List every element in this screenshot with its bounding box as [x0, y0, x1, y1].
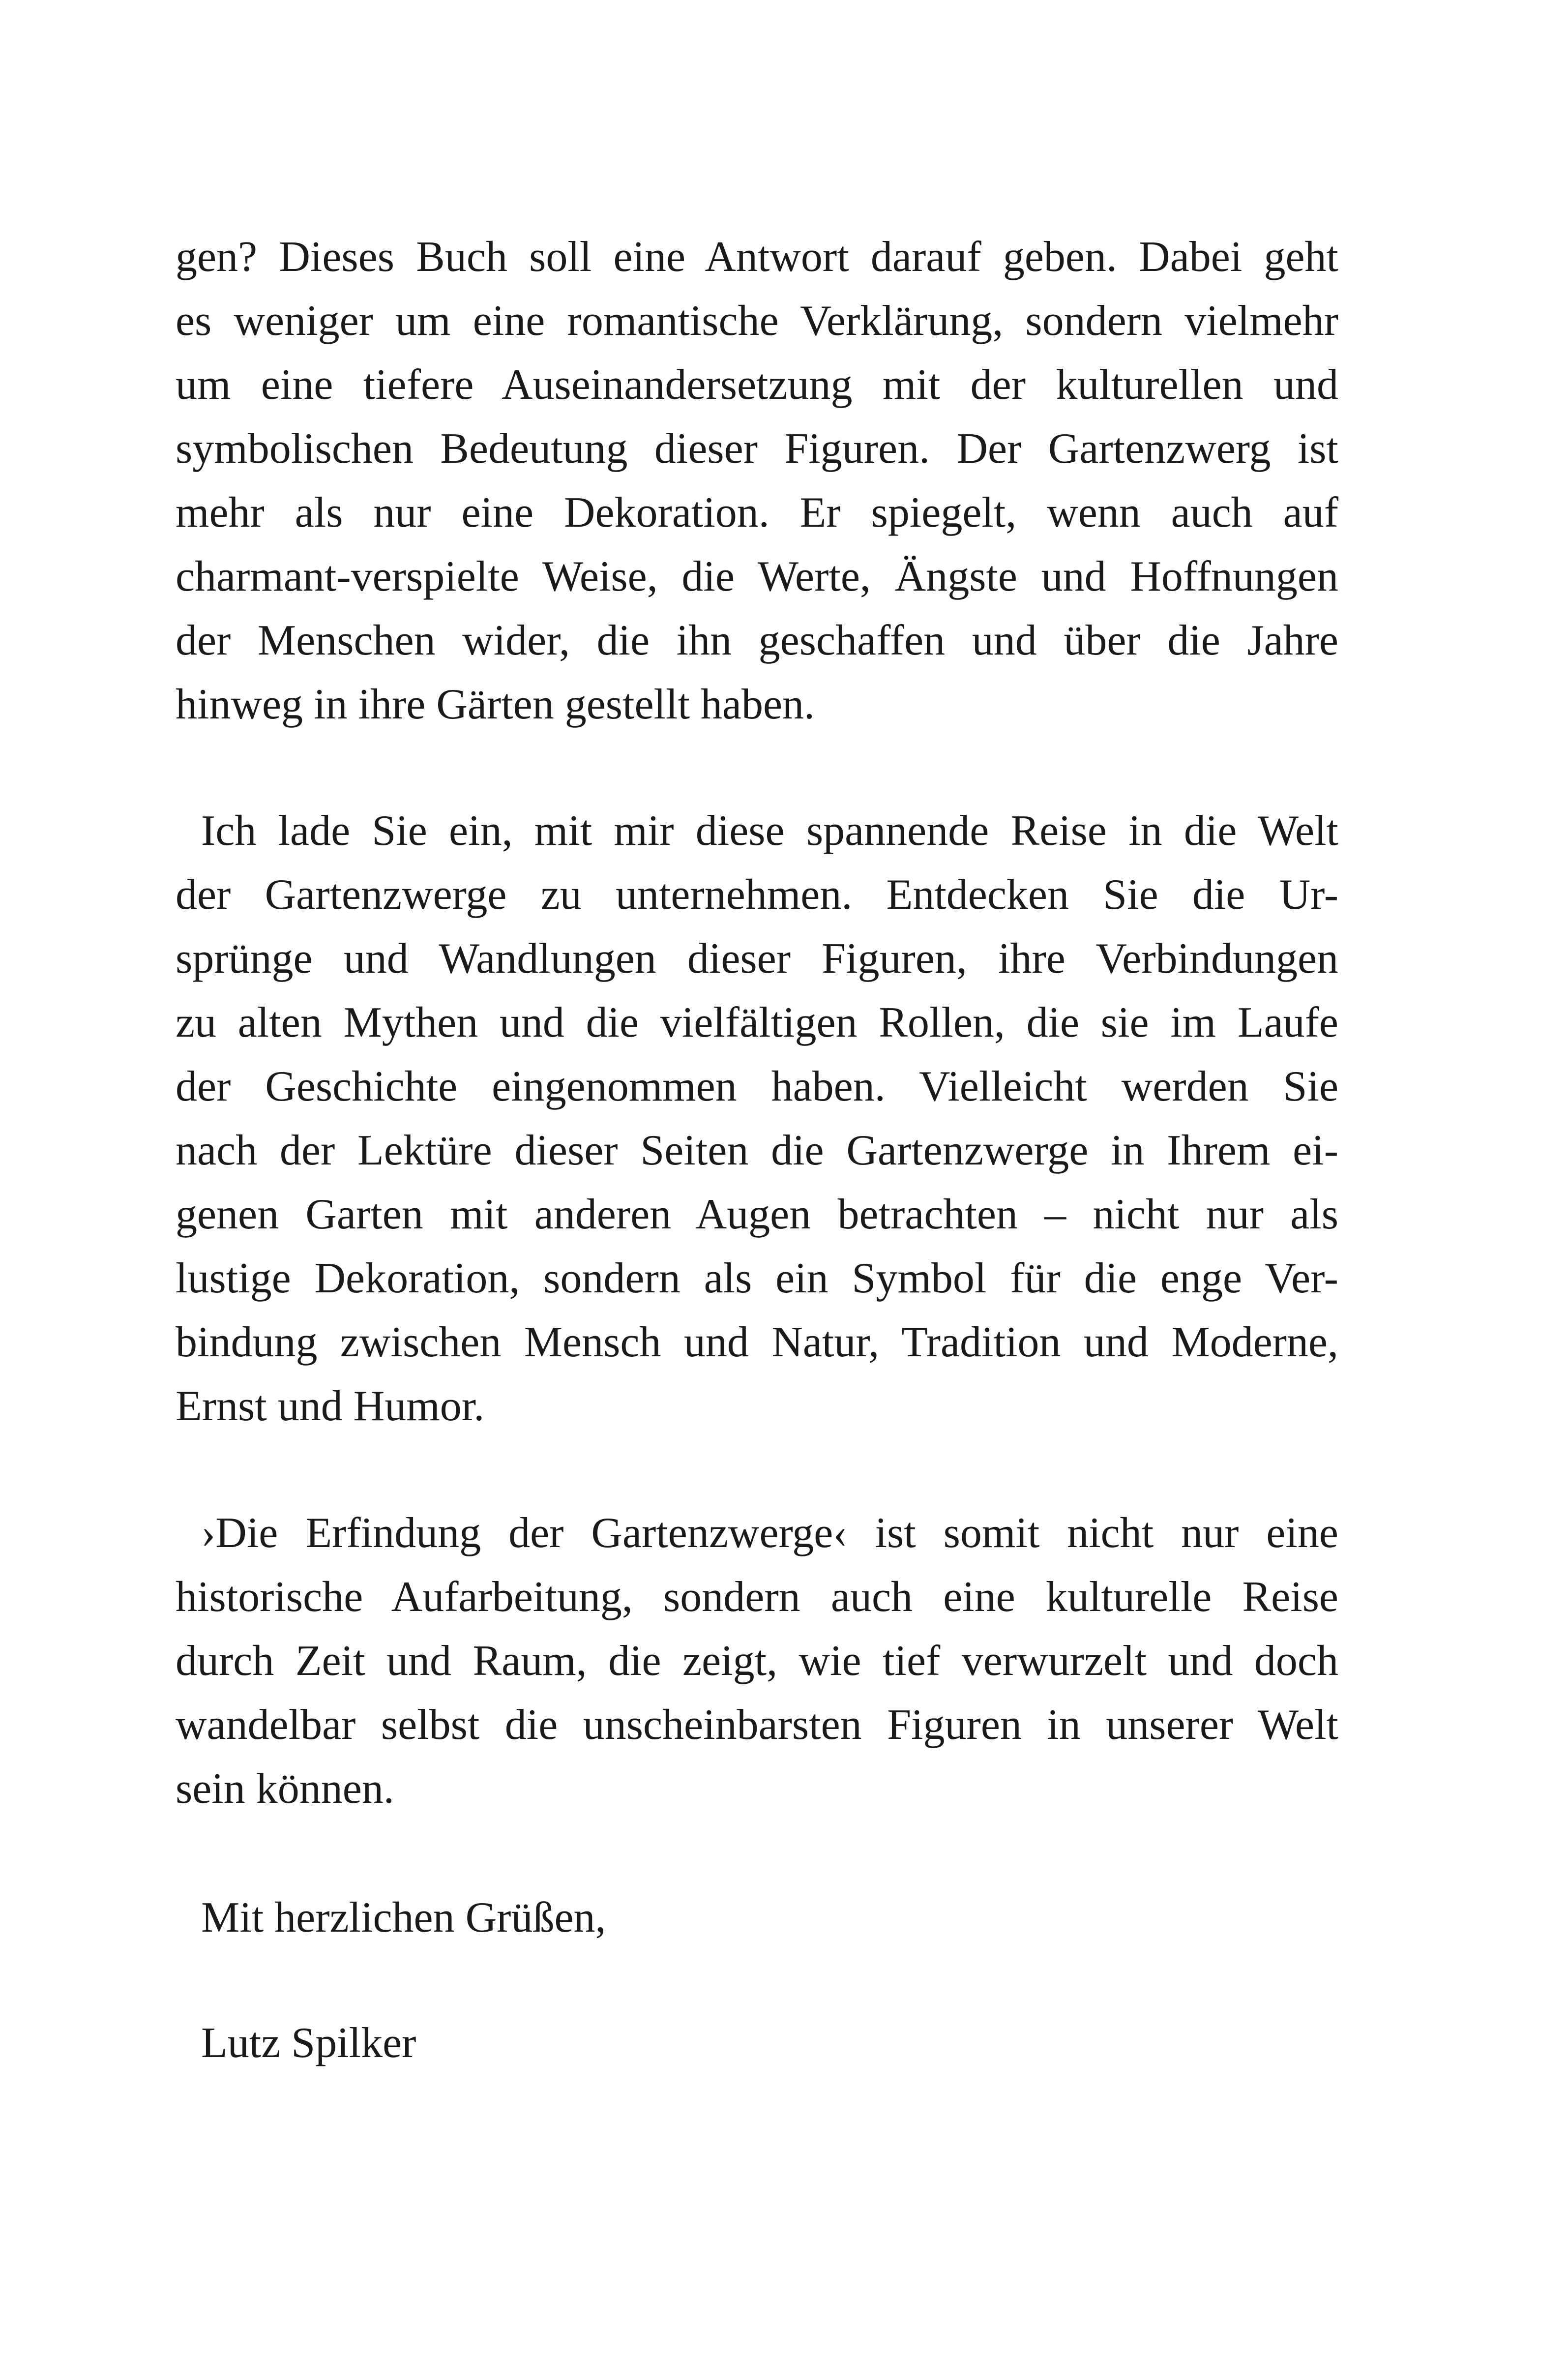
- paragraph-line: mehr als nur eine Dekoration. Er spiegelt, wenn auch auf: [176, 489, 1338, 537]
- paragraph-line: sprünge und Wandlungen dieser Figuren, ihre Verbindungen: [176, 935, 1338, 983]
- paragraph-line: wandelbar selbst die unscheinbarsten Figuren in unserer Welt: [176, 1701, 1338, 1749]
- paragraph-line: sein können.: [176, 1765, 394, 1813]
- paragraph-line: symbolischen Bedeutung dieser Figuren. Der Gartenzwerg ist: [176, 425, 1338, 473]
- paragraph-line: der Menschen wider, die ihn geschaffen und über die Jahre: [176, 617, 1338, 664]
- paragraph-line: es weniger um eine romantische Verklärung, sondern vielmehr: [176, 297, 1338, 345]
- author-name-text: Lutz Spilker: [201, 2019, 416, 2067]
- paragraph-line: der Gartenzwerge zu unternehmen. Entdecken Sie die Ur-: [176, 871, 1338, 919]
- paragraph-line: Ich lade Sie ein, mit mir diese spannende Reise in die Welt: [201, 807, 1338, 855]
- paragraph-line: bindung zwischen Mensch und Natur, Tradition und Moderne,: [176, 1318, 1338, 1366]
- paragraph-line: der Geschichte eingenommen haben. Vielleicht werden Sie: [176, 1063, 1338, 1110]
- closing-text: Mit herzlichen Grüßen,: [201, 1894, 606, 1941]
- paragraph-3: [176, 1501, 1338, 1821]
- paragraph-line: nach der Lektüre dieser Seiten die Gartenzwerge in Ihrem ei-: [176, 1127, 1338, 1174]
- paragraph-line: historische Aufarbeitung, sondern auch eine kulturelle Reise: [176, 1573, 1338, 1621]
- paragraph-line: zu alten Mythen und die vielfältigen Rollen, die sie im Laufe: [176, 999, 1338, 1046]
- paragraph-1: [176, 225, 1338, 737]
- paragraph-line: genen Garten mit anderen Augen betrachten – nicht nur als: [176, 1191, 1338, 1238]
- closing-greeting: [176, 1886, 1338, 1950]
- paragraph-line: gen? Dieses Buch soll eine Antwort darauf geben. Dabei geht: [176, 233, 1338, 281]
- paragraph-line: hinweg in ihre Gärten gestellt haben.: [176, 681, 815, 728]
- paragraph-line: lustige Dekoration, sondern als ein Symbol für die enge Ver-: [176, 1254, 1338, 1302]
- paragraph-2: [176, 799, 1338, 1438]
- paragraph-line: durch Zeit und Raum, die zeigt, wie tief verwurzelt und doch: [176, 1637, 1338, 1685]
- paragraph-line: ›Die Erfindung der Gartenzwerge‹ ist somit nicht nur eine: [201, 1509, 1338, 1557]
- paragraph-line: charmant-verspielte Weise, die Werte, Ängste und Hoffnungen: [176, 553, 1338, 600]
- paragraph-line: Ernst und Humor.: [176, 1382, 485, 1430]
- paragraph-line: um eine tiefere Auseinandersetzung mit der kulturellen und: [176, 361, 1338, 409]
- author-signature: [176, 2011, 1338, 2075]
